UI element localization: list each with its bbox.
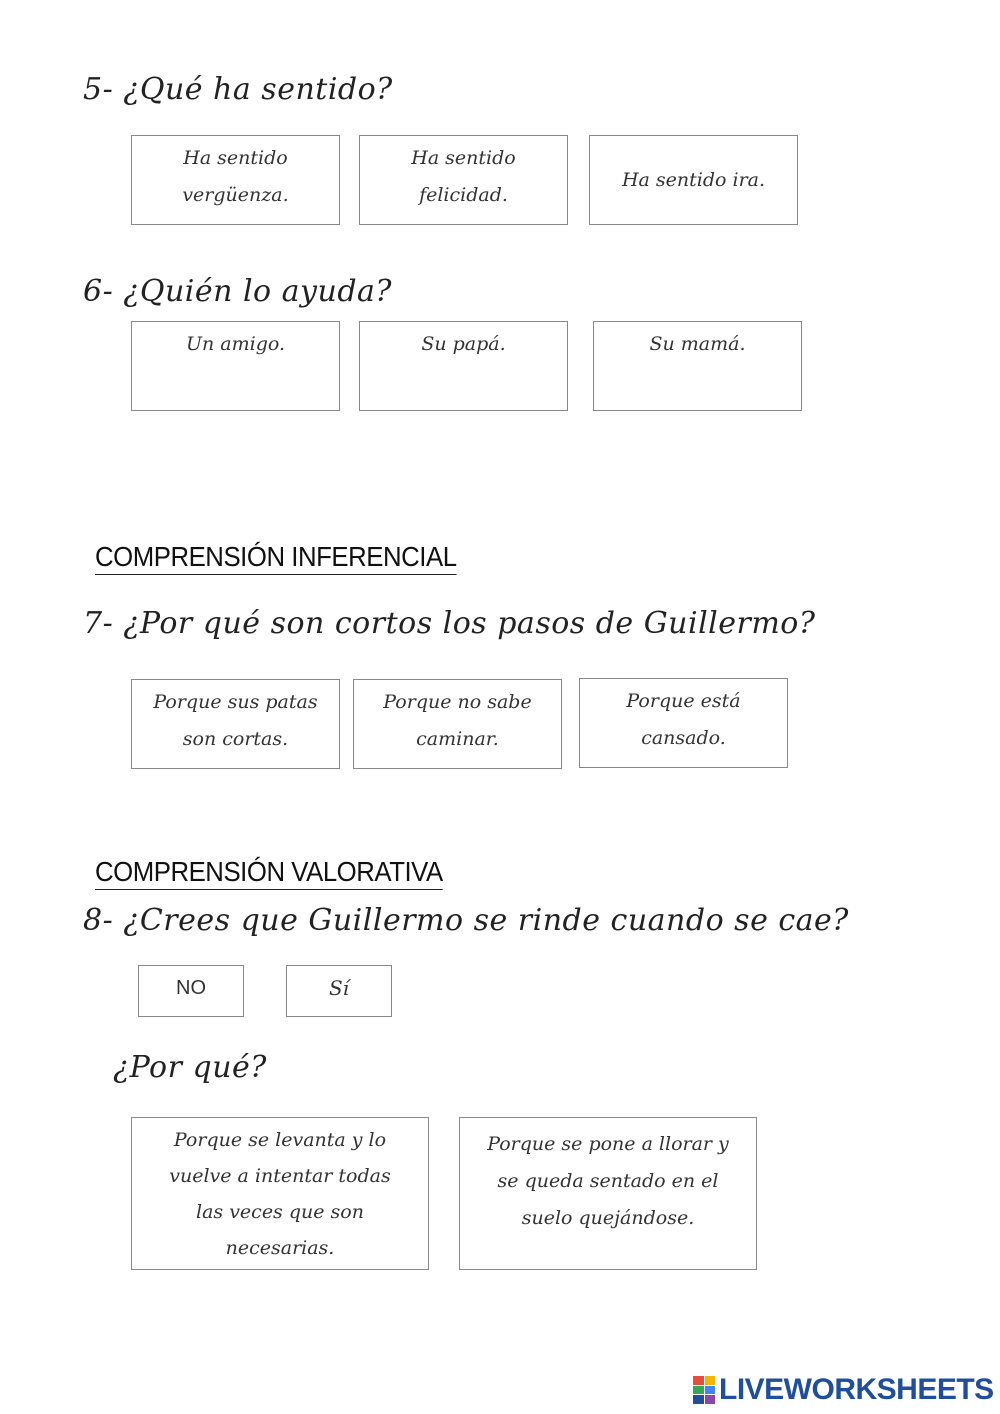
section-heading-inferencial: COMPRENSIÓN INFERENCIAL [95, 542, 457, 575]
logo-block-5 [693, 1395, 704, 1404]
question-8: 8- ¿Crees que Guillermo se rinde cuando se cae? [83, 903, 849, 938]
logo-block-3 [693, 1386, 704, 1395]
why-option-2[interactable] [459, 1117, 757, 1270]
q6-option-2-label: Su papá. [421, 333, 506, 355]
q5-option-3-label: Ha sentido ira. [621, 168, 766, 191]
q6-option-1-label: Un amigo. [185, 333, 286, 355]
q5-option-2[interactable] [359, 135, 568, 225]
logo-text: LIVEWORKSHEETS [719, 1373, 994, 1406]
q6-option-1[interactable] [131, 321, 340, 411]
q5-option-1-label: Ha sentido vergüenza. [182, 147, 289, 206]
q8-option-no-label: NO [176, 977, 206, 999]
q7-option-2[interactable] [353, 679, 562, 769]
q7-option-2-label: Porque no sabe caminar. [383, 691, 532, 750]
q7-option-1[interactable] [131, 679, 340, 769]
logo-block-2 [705, 1376, 716, 1385]
q8-option-no[interactable] [138, 965, 244, 1017]
liveworksheets-logo[interactable] [693, 1373, 994, 1407]
q8-option-si[interactable] [286, 965, 392, 1017]
q8-option-si-label: Sí [328, 976, 350, 1000]
q6-option-3[interactable] [593, 321, 802, 411]
q7-option-3[interactable] [579, 678, 788, 768]
question-5: 5- ¿Qué ha sentido? [83, 72, 393, 107]
question-6: 6- ¿Quién lo ayuda? [83, 274, 392, 309]
section-heading-valorativa: COMPRENSIÓN VALORATIVA [95, 857, 443, 890]
q6-option-2[interactable] [359, 321, 568, 411]
q5-option-1[interactable] [131, 135, 340, 225]
q5-option-3[interactable] [589, 135, 798, 225]
q7-option-1-label: Porque sus patas son cortas. [153, 691, 318, 750]
liveworksheets-logo-icon [693, 1376, 715, 1404]
logo-block-4 [705, 1386, 716, 1395]
logo-block-1 [693, 1376, 704, 1385]
why-option-1[interactable] [131, 1117, 429, 1270]
q6-option-3-label: Su mamá. [649, 333, 746, 355]
q7-option-3-label: Porque está cansado. [626, 690, 741, 749]
why-option-2-label: Porque se pone a llorar y se queda sentado en el suelo quejándose. [487, 1133, 729, 1229]
logo-block-6 [705, 1395, 716, 1404]
why-option-1-label: Porque se levanta y lo vuelve a intentar todas las veces que son necesarias. [169, 1129, 391, 1259]
question-why: ¿Por qué? [113, 1050, 267, 1085]
question-7: 7- ¿Por qué son cortos los pasos de Guillermo? [83, 606, 816, 641]
q5-option-2-label: Ha sentido felicidad. [411, 147, 516, 206]
